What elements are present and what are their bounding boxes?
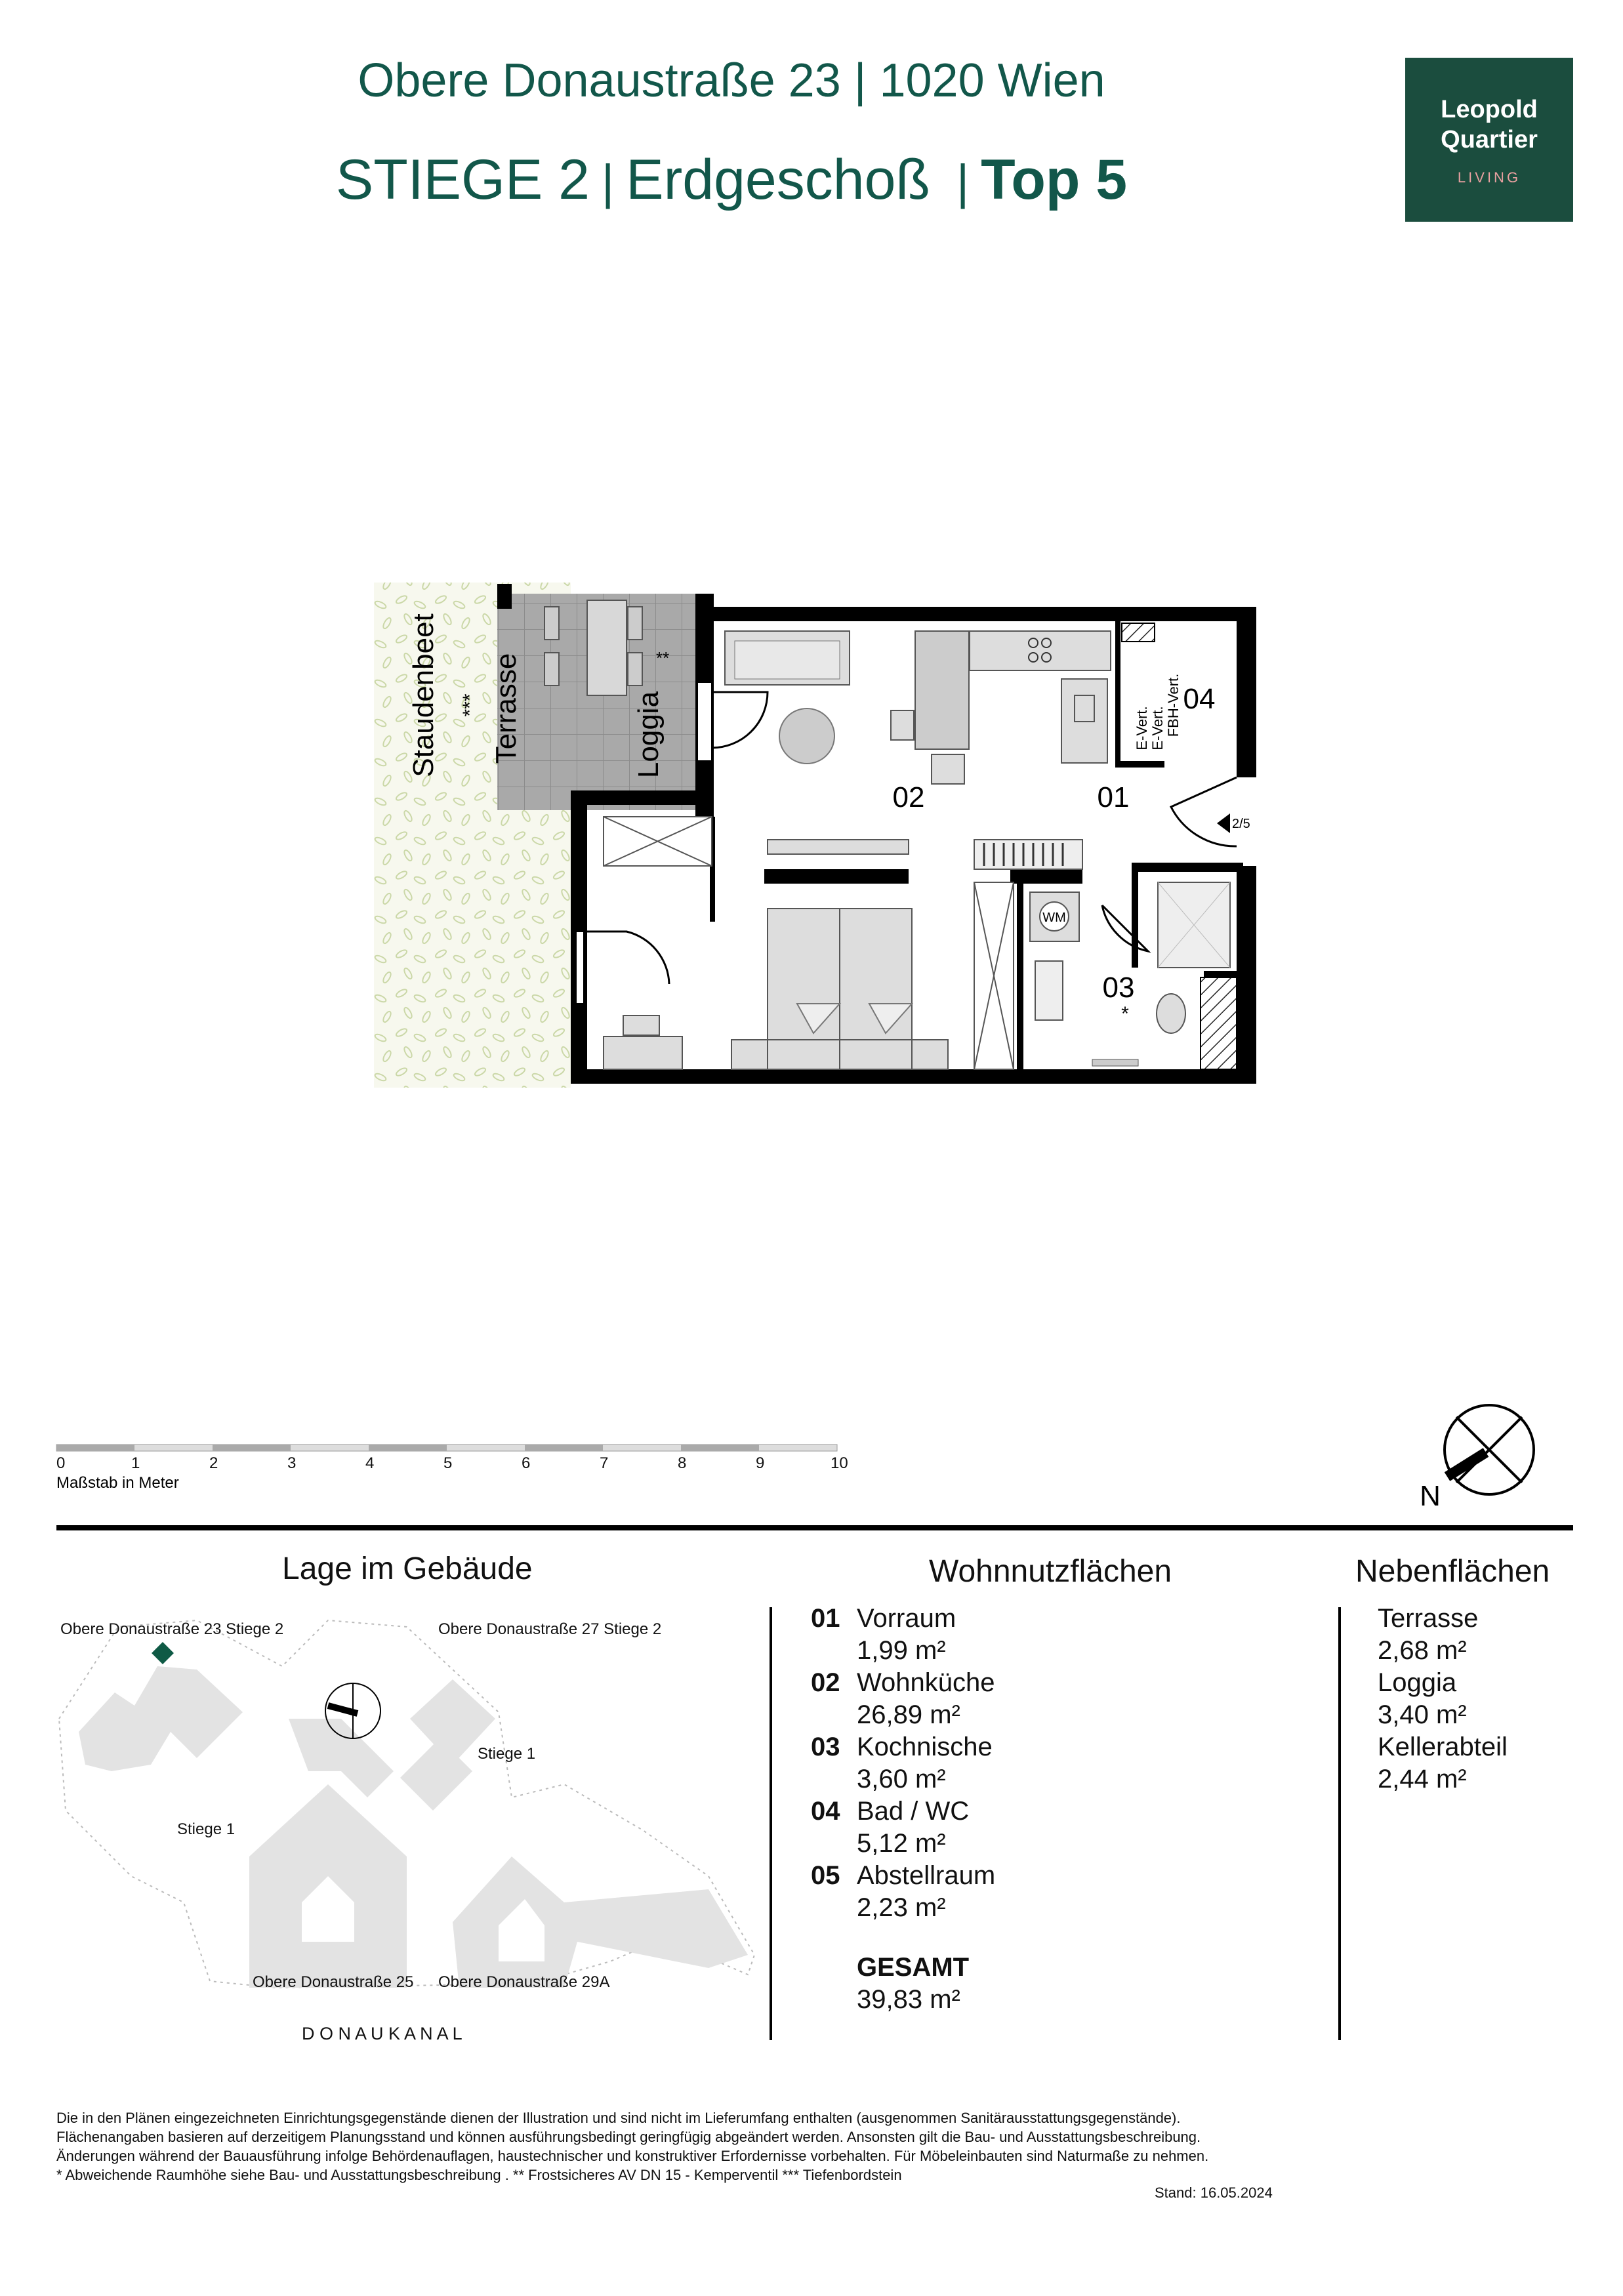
window-door [587,932,669,984]
divider [56,1525,1573,1530]
neben-list [1378,1603,1508,1795]
entry-label: 2/5 [1232,817,1250,831]
stand-date: Stand: 16.05.2024 [1155,2184,1273,2201]
wohn-heading: Wohnnutzflächen [929,1554,1172,1589]
terrace-table [587,600,627,695]
neben-area: 2,44 m² [1378,1765,1467,1794]
terrace-chair [628,653,642,686]
site-plan [59,1620,754,1988]
e-vert-label: E-Vert. [1149,706,1166,750]
room-name: Kochnische [857,1732,993,1761]
shaft [1201,977,1237,1069]
staudenbeet-label: Staudenbeet [407,613,440,777]
terrace-chair [628,607,642,640]
room-no: 05 [811,1861,840,1890]
scale-tick: 1 [131,1454,140,1472]
neben-area: 3,40 m² [1378,1700,1467,1729]
scale-tick: 3 [287,1454,297,1472]
room-no: 02 [811,1668,840,1697]
disclaimer-line: * Abweichende Raumhöhe siehe Bau- und Ausstattungsbeschreibung . ** Frostsicheres AV DN 15 - Kemperventil *** Tiefenbordstein [56,2167,902,2183]
room-area: 3,60 m² [857,1765,946,1794]
loggia-label: Loggia [632,691,665,779]
e-vert-label: E-Vert. [1134,706,1150,750]
donaukanal-label: D O N A U K A N A L [302,2024,462,2043]
title-separator: | [956,155,970,209]
address-heading: Obere Donaustraße 23 | 1020 Wien [358,54,1105,107]
neben-name: Kellerabteil [1378,1732,1508,1761]
bar-stool [891,710,914,740]
ceiling-height-mark: * [1121,1003,1129,1025]
kitchen-island [915,631,969,749]
entry-door [1171,777,1237,846]
site-label: Obere Donaustraße 29A [438,1973,610,1991]
room-area: 2,23 m² [857,1893,946,1922]
disclaimer-line: Die in den Plänen eingezeichneten Einrichtungsgegenstände dienen der Illustration und sind nicht im Lieferumfang enthalten (ausgenommen Sanitärausstattungsgegenstände). [56,2110,1181,2126]
scale-tick: 4 [365,1454,375,1472]
room-name: Vorraum [857,1604,956,1633]
scale-tick: 7 [600,1454,609,1472]
scale-tick: 0 [56,1454,66,1472]
room-number-04: 04 [1183,683,1216,715]
bar-stool [932,754,964,784]
site-label: Stiege 1 [478,1745,536,1763]
total-area: 39,83 m² [857,1985,960,2014]
neben-area: 2,68 m² [1378,1636,1467,1665]
bath-vent [1092,1059,1138,1066]
toilet [1157,994,1185,1033]
kemperventil-mark: ** [656,648,670,668]
logo-line-1: Leopold [1441,96,1538,123]
terrace-chair [544,607,559,640]
bed-left [768,909,840,1040]
tiefenbordstein-mark: *** [459,693,481,717]
fbh-vert-label: FBH-Vert. [1165,673,1181,737]
round-table [779,708,834,764]
site-label: Obere Donaustraße 27 Stiege 2 [438,1620,662,1638]
washbasin [1035,961,1063,1020]
sideboard [768,840,909,854]
north-arrow-icon [1445,1405,1534,1494]
disclaimer-line: Flächenangaben basieren auf derzeitigem Planungsstand und können ausführungsbedingt geringfügig abgeändert werden. Ansonsten gilt die Bau- und Ausstattungsbeschreibung. [56,2129,1201,2145]
site-label: Stiege 1 [177,1820,236,1838]
room-list [811,1603,995,2016]
terrace-chair [544,653,559,686]
room-area: 26,89 m² [857,1700,960,1729]
room-name: Bad / WC [857,1797,970,1826]
scale-tick: 2 [209,1454,218,1472]
desk-chair [623,1015,659,1035]
disclaimer [56,2108,1303,2184]
bath-door [1102,905,1148,951]
window [697,682,712,761]
north-label: N [1420,1480,1441,1512]
room-area: 5,12 m² [857,1829,946,1858]
title-separator: | [602,155,615,209]
kitchen-counter [970,631,1111,670]
room-number-02: 02 [892,781,925,813]
divider [1338,1607,1341,2040]
room-no: 03 [811,1732,840,1761]
terrasse-label: Terrasse [490,653,522,764]
desk [604,1036,682,1069]
neben-heading: Nebenflächen [1355,1554,1550,1589]
scale-tick: 6 [522,1454,531,1472]
site-label: Obere Donaustraße 23 Stiege 2 [60,1620,284,1638]
loggia-door [712,692,768,748]
room-no: 04 [811,1797,840,1826]
divider [770,1607,772,2040]
closet-rail [974,840,1082,869]
scale-tick: 10 [831,1454,848,1472]
room-no: 01 [811,1604,840,1633]
lage-heading: Lage im Gebäude [282,1551,533,1586]
scale-tick: 5 [443,1454,453,1472]
scale-caption: Maßstab in Meter [56,1474,179,1492]
washing-machine-label: WM [1042,911,1066,925]
shaft [1122,623,1155,642]
unit-marker [152,1642,174,1664]
stiege-label: STIEGE 2 [335,148,590,211]
logo-line-3: LIVING [1457,169,1521,186]
window [576,932,584,1004]
room-number-01: 01 [1097,781,1130,813]
neben-name: Terrasse [1378,1604,1479,1633]
room-area: 1,99 m² [857,1636,946,1665]
scale-bar [56,1445,837,1451]
scale-tick: 9 [756,1454,765,1472]
entry-arrow-icon [1217,813,1230,833]
disclaimer-line: Änderungen während der Bauausführung infolge Behördenauflagen, haustechnischer und konstruktiver Erfordernisse vorbehalten. Für Möbeleinbauten sind Naturmaße zu nehmen. [56,2148,1209,2164]
room-number-03: 03 [1102,972,1135,1004]
bed-right [840,909,912,1040]
room-name: Abstellraum [857,1861,996,1890]
top-label: Top 5 [981,148,1128,211]
total-label: GESAMT [857,1953,970,1982]
logo-line-2: Quartier [1441,126,1538,154]
neben-name: Loggia [1378,1668,1457,1697]
site-label: Obere Donaustraße 25 [253,1973,414,1991]
scale-tick: 8 [678,1454,687,1472]
room-name: Wohnküche [857,1668,995,1697]
floor-label: Erdgeschoß [626,148,930,211]
